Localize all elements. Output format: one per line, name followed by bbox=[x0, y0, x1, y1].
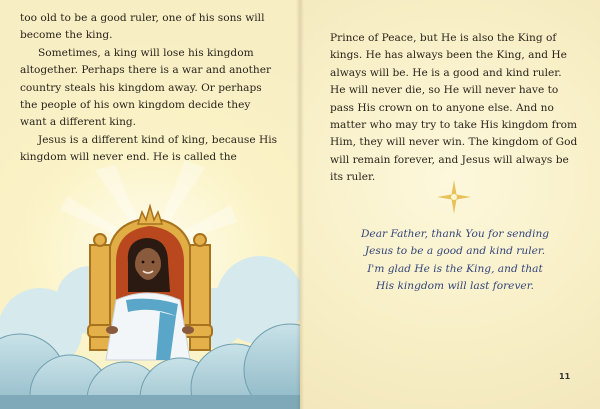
left-page-text bbox=[20, 10, 278, 167]
paragraph: too old to be a good ruler, one of his sons will become the king. bbox=[20, 12, 265, 42]
right-page-text bbox=[330, 30, 578, 187]
four-point-star-icon bbox=[437, 180, 471, 214]
book-gutter bbox=[296, 0, 304, 409]
page-number: 11 bbox=[559, 372, 571, 381]
prayer-line: Jesus to be a good and kind ruler. bbox=[364, 245, 546, 258]
paragraph: Jesus is a different kind of king, because His kingdom will never end. He is called the bbox=[20, 133, 278, 164]
paragraph: Prince of Peace, but He is also the King of kings. He has always been the King, and He always will be. He is a good and kind ruler. He will never die, so He will never have to pass His crown on to anyone else. And no matter who may try to take His kingdom from Him, they will never win. The kingdom of God will remain forever, and Jesus will always be its ruler. bbox=[330, 32, 578, 184]
prayer-line: His kingdom will last forever. bbox=[376, 280, 534, 293]
prayer bbox=[335, 226, 575, 296]
prayer-line: I'm glad He is the King, and that bbox=[367, 262, 543, 275]
prayer-line: Dear Father, thank You for sending bbox=[360, 228, 550, 240]
paragraph: Sometimes, a king will lose his kingdom altogether. Perhaps there is a war and another country steals his kingdom away. Or perhaps the people of his own kingdom decide they want a different king. bbox=[20, 46, 272, 129]
